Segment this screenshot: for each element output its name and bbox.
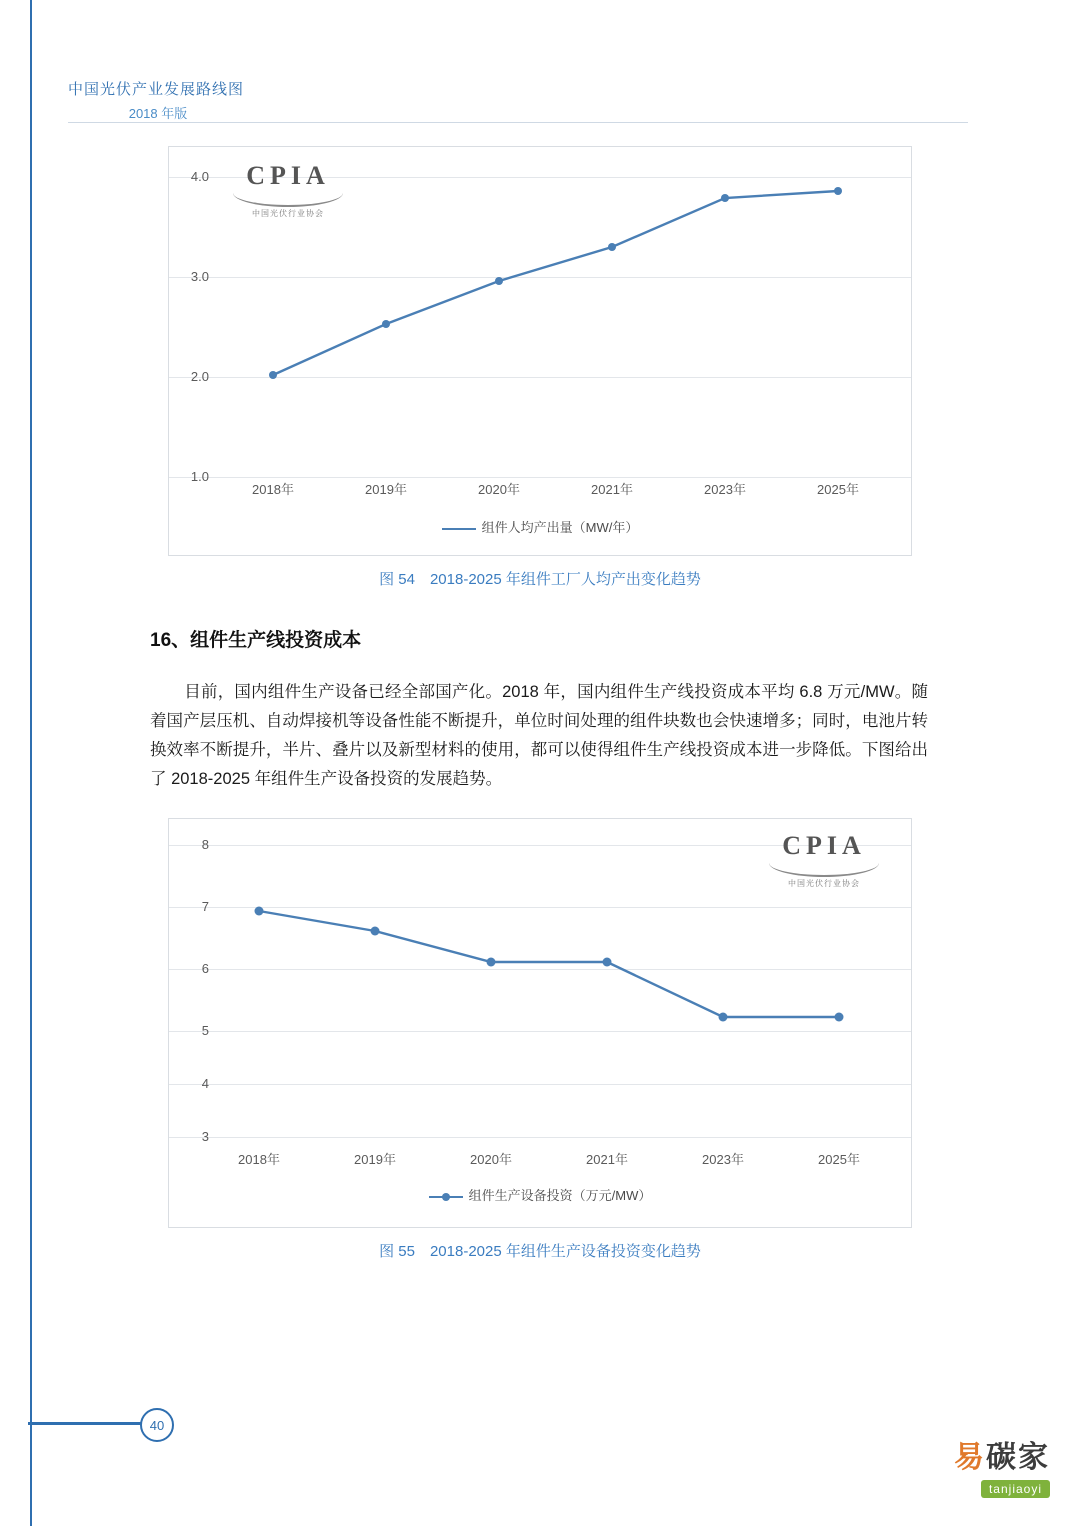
x-axis-tick: 2019年 <box>365 482 407 497</box>
x-axis-tick: 2021年 <box>591 482 633 497</box>
legend-label: 组件生产设备投资（万元/MW） <box>468 1188 652 1203</box>
y-axis-tick: 1.0 <box>190 469 209 484</box>
chart-per-capita-output <box>168 146 912 556</box>
left-margin-rule <box>30 0 32 1526</box>
footer-rule <box>28 1422 146 1425</box>
x-axis-tick: 2020年 <box>470 1152 512 1167</box>
watermark <box>954 1432 1050 1498</box>
cpia-logo-text: CPIA <box>782 831 866 860</box>
paragraph-text: 目前，国内组件生产设备已经全部国产化。2018 年，国内组件生产线投资成本平均 6.8 万元/MW。随着国产层压机、自动焊接机等设备性能不断提升，单位时间处理的组件块数也会快速增多；同时，电池片转换效率不断提升，半片、叠片以及新型材料的使用，都可以使得组件生产线投资成本进一步降低。下图给出了 2018-2025 年组件生产设备投资的发展趋势。 <box>150 683 928 788</box>
x-axis-tick: 2021年 <box>586 1152 628 1167</box>
legend-swatch <box>429 1196 463 1198</box>
chart-equipment-investment <box>168 818 912 1228</box>
x-axis-tick: 2018年 <box>252 482 294 497</box>
cpia-logo-text: CPIA <box>246 161 330 190</box>
chart2-plot-area <box>169 819 911 1227</box>
section-paragraph <box>150 678 928 794</box>
y-axis-tick: 3.0 <box>190 269 209 284</box>
y-axis-tick: 2.0 <box>190 369 209 384</box>
x-axis-tick: 2025年 <box>817 482 859 497</box>
x-axis-tick: 2023年 <box>704 482 746 497</box>
y-axis-tick: 6 <box>201 961 209 976</box>
watermark-main: 易碳家 <box>954 1441 1050 1474</box>
figure-54-caption: 图 54 2018-2025 年组件工厂人均产出变化趋势 <box>379 571 701 588</box>
x-axis-tick: 2025年 <box>818 1152 860 1167</box>
cpia-logo-subtext: 中国光伏行业协会 <box>252 209 324 218</box>
cpia-logo-subtext: 中国光伏行业协会 <box>788 879 860 888</box>
page-number: 40 <box>140 1408 174 1442</box>
header-subtitle: 2018 年版 <box>128 106 188 121</box>
page-header <box>68 78 468 122</box>
watermark-sub: tanjiaoyi <box>981 1480 1050 1498</box>
figure-55-caption: 图 55 2018-2025 年组件生产设备投资变化趋势 <box>379 1243 701 1260</box>
x-axis-tick: 2018年 <box>238 1152 280 1167</box>
y-axis-tick: 8 <box>201 837 209 852</box>
x-axis-tick: 2019年 <box>354 1152 396 1167</box>
y-axis-tick: 3 <box>201 1129 209 1144</box>
x-axis-tick: 2023年 <box>702 1152 744 1167</box>
x-axis-tick: 2020年 <box>478 482 520 497</box>
header-title: 中国光伏产业发展路线图 <box>68 81 245 98</box>
y-axis-tick: 7 <box>201 899 209 914</box>
y-axis-tick: 4 <box>201 1076 209 1091</box>
chart1-legend <box>169 517 911 536</box>
y-axis-tick: 4.0 <box>190 169 209 184</box>
section-heading: 16、组件生产线投资成本 <box>150 630 362 651</box>
y-axis-tick: 5 <box>201 1023 209 1038</box>
chart1-plot-area <box>169 147 911 555</box>
legend-label: 组件人均产出量（MW/年） <box>481 520 639 535</box>
chart2-legend <box>169 1185 911 1204</box>
legend-swatch <box>442 528 476 530</box>
header-divider <box>68 122 968 123</box>
